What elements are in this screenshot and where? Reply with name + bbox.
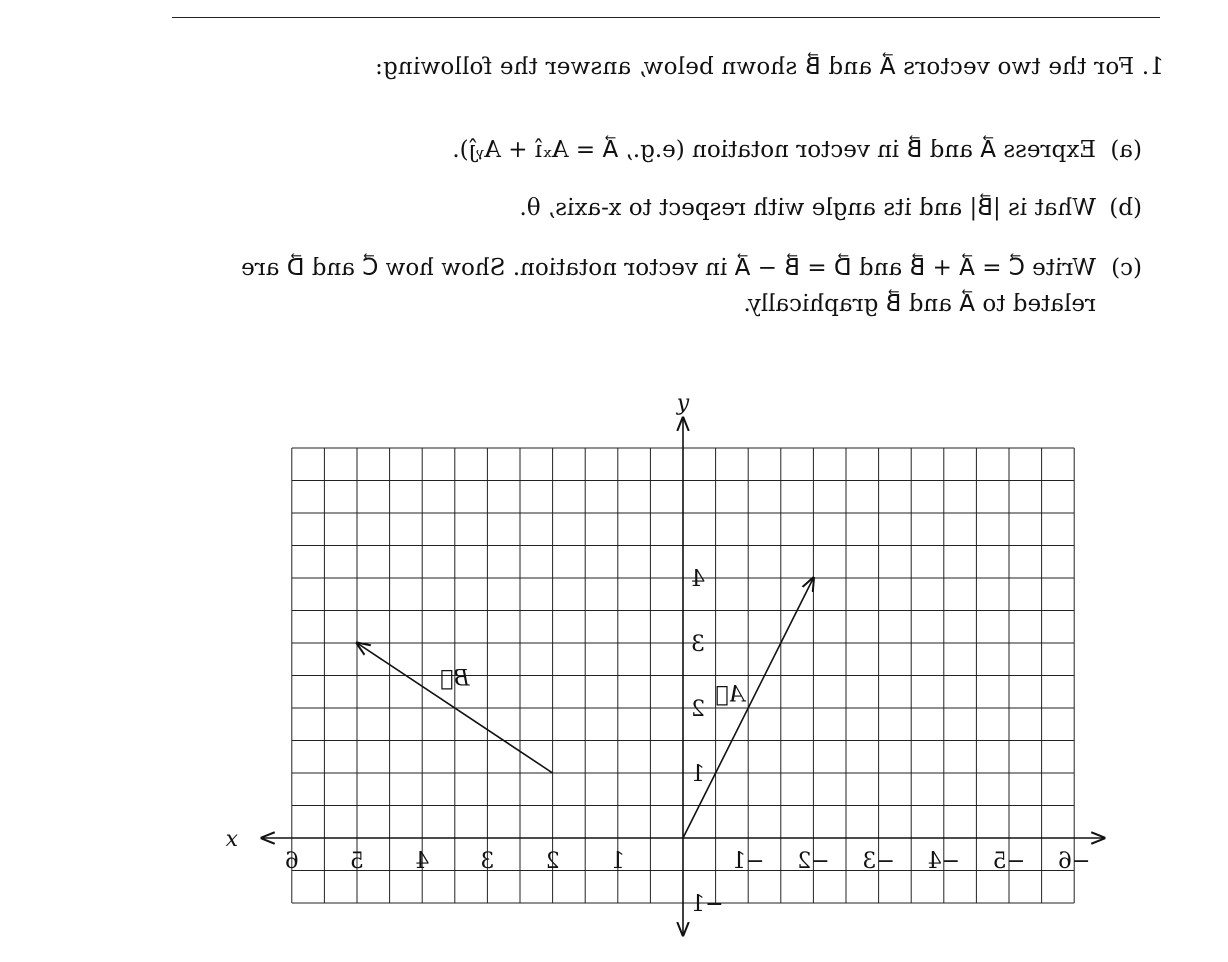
part-a-label: (a) <box>1110 137 1142 163</box>
y-tick-label: 2 <box>691 697 705 722</box>
part-a-text: Express A⃗ and B⃗ in vector notation (e.g., A⃗ = Aₓî + Aᵧĵ). <box>452 137 1096 163</box>
x-tick-label: 4 <box>415 849 430 874</box>
problem-intro: For the two vectors A⃗ and B⃗ shown below, answer the following: <box>374 54 1135 80</box>
x-tick-label: −6 <box>1057 849 1091 874</box>
part-b-label: (b) <box>1109 195 1142 221</box>
x-tick-label: 3 <box>480 849 495 874</box>
problem-number: 1. <box>1141 54 1164 80</box>
x-tick-label: 1 <box>610 849 625 874</box>
vector-b-label: B⃗ <box>440 666 470 692</box>
x-tick-label: −2 <box>797 849 830 874</box>
part-c-label: (c) <box>1111 255 1142 281</box>
x-tick-label: 2 <box>545 849 560 874</box>
x-tick-label: −1 <box>731 849 765 874</box>
vector-a-label: A⃗ <box>715 682 745 708</box>
x-tick-label: −3 <box>862 849 895 874</box>
x-tick-label: −5 <box>992 849 1026 874</box>
part-c-text-continued: related to A⃗ and B⃗ graphically. <box>743 291 1096 317</box>
y-tick-label: 4 <box>691 567 705 592</box>
y-tick-label: −1 <box>691 892 724 917</box>
part-b-text: What is |B⃗| and its angle with respect to x-axis, θ. <box>519 195 1096 221</box>
tick-labels <box>285 567 1091 917</box>
x-axis-label: x <box>225 827 239 852</box>
y-tick-label: 3 <box>691 632 705 657</box>
x-tick-label: 6 <box>284 849 299 874</box>
y-axis-label: y <box>676 391 690 416</box>
x-tick-label: 5 <box>350 849 364 874</box>
x-tick-label: −4 <box>927 849 961 874</box>
y-tick-label: 1 <box>691 762 705 787</box>
part-c-text: Write C⃗ = A⃗ + B⃗ and D⃗ = B⃗ − A⃗ in vector notation. Show how C⃗ and D⃗ are <box>241 255 1096 281</box>
